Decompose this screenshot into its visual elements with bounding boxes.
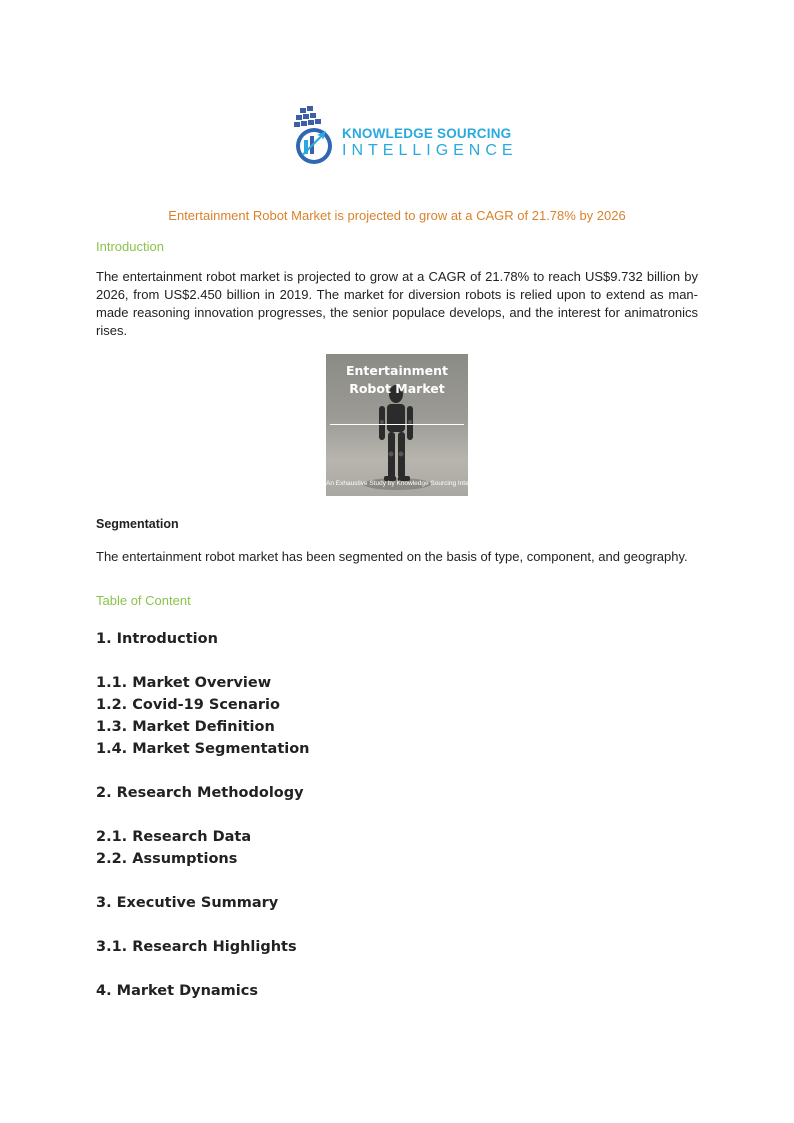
- logo-text-knowledge-sourcing: KNOWLEDGE SOURCING: [342, 126, 512, 141]
- page-title: Entertainment Robot Market is projected to grow at a CAGR of 21.78% by 2026: [168, 208, 626, 223]
- toc-item: 1. Introduction: [96, 631, 218, 647]
- toc-item: 4. Market Dynamics: [96, 983, 258, 999]
- company-logo: [290, 104, 518, 166]
- toc-item: 1.1. Market Overview: [96, 675, 272, 691]
- toc-item: 3.1. Research Highlights: [96, 939, 297, 955]
- introduction-label: Introduction: [96, 239, 164, 254]
- segmentation-paragraph: The entertainment robot market has been segmented on the basis of type, component, and geography.: [96, 549, 688, 564]
- cover-image-divider: [330, 424, 464, 425]
- cover-image-title: Entertainment Robot Market: [345, 363, 449, 396]
- toc-item: 2.1. Research Data: [96, 829, 252, 845]
- toc-item: 1.2. Covid-19 Scenario: [96, 697, 280, 713]
- logo-mark-icon: [290, 104, 336, 166]
- report-cover-image: [326, 354, 491, 496]
- toc-item: 2. Research Methodology: [96, 785, 304, 801]
- toc-item: 3. Executive Summary: [96, 895, 279, 911]
- logo-text-intelligence: INTELLIGENCE: [342, 142, 518, 159]
- table-of-content-label: Table of Content: [96, 593, 191, 608]
- introduction-paragraph: The entertainment robot market is projected to grow at a CAGR of 21.78% to reach US$9.732 billion by 2026, from US$2.450 billion in 2019. The market for diversion robots is relied upon to extend as man-made reasoning innovation progresses, the senior populace develops, and the interest for animatronics rises.: [96, 269, 698, 338]
- segmentation-heading: Segmentation: [96, 517, 179, 531]
- toc-item: 2.2. Assumptions: [96, 851, 238, 867]
- toc-item: 1.3. Market Definition: [96, 719, 275, 735]
- toc-item: 1.4. Market Segmentation: [96, 741, 310, 757]
- cover-image-caption: An Exhaustive Study by Knowledge Sourcing Intelligence: [326, 480, 491, 487]
